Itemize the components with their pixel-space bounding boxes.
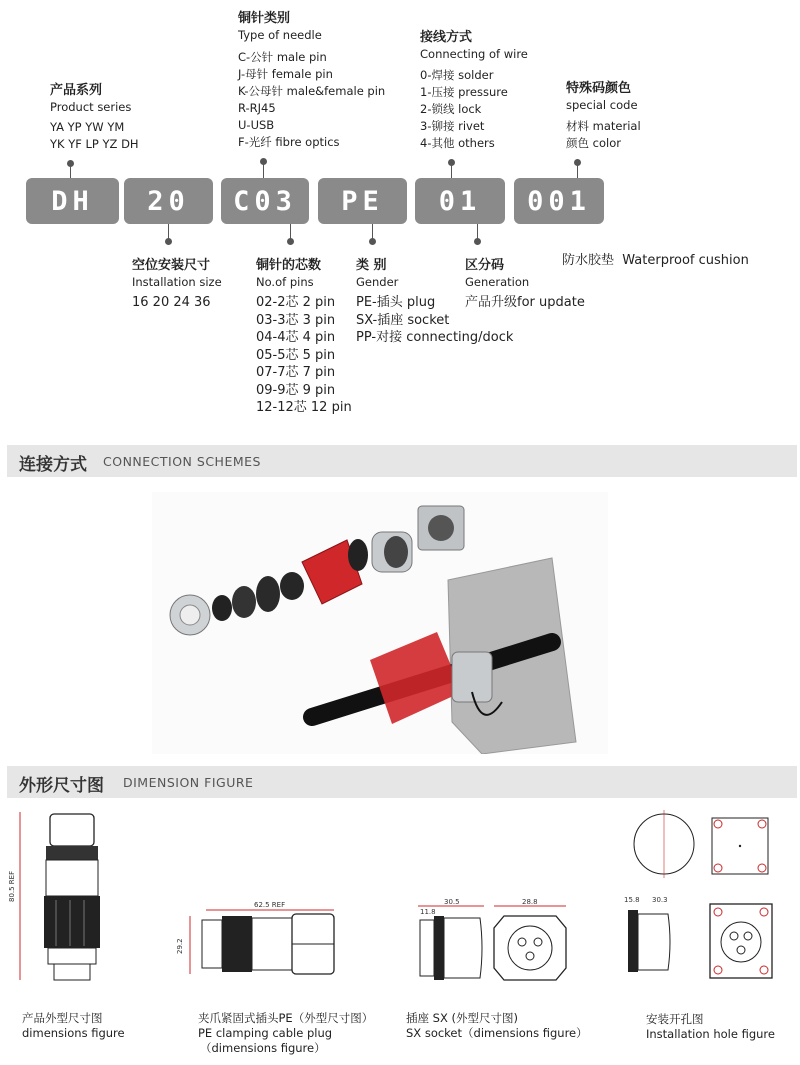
product-dim-v: 80.5 REF bbox=[8, 870, 16, 902]
connection-title-en: CONNECTION SCHEMES bbox=[103, 454, 261, 469]
needle-line: C-公针 male pin bbox=[238, 50, 327, 64]
product-caption-cn: 产品外型尺寸图 bbox=[22, 1011, 103, 1025]
wire-line: 0-焊接 solder bbox=[420, 68, 494, 82]
cushion-label: 防水胶垫 Waterproof cushion bbox=[562, 253, 749, 268]
needle-line: R-RJ45 bbox=[238, 101, 276, 115]
code-box-series: DH bbox=[26, 178, 119, 224]
connection-section-bar bbox=[7, 445, 797, 477]
pins-line: 02-2芯 2 pin bbox=[256, 295, 336, 310]
connector-dot bbox=[287, 238, 294, 245]
pins-line: 12-12芯 12 pin bbox=[256, 400, 352, 415]
product-series-block bbox=[50, 82, 139, 153]
gender-line: SX-插座 socket bbox=[356, 312, 450, 328]
plug-caption-en: PE clamping cable plug bbox=[198, 1026, 333, 1040]
wire-title-en: Connecting of wire bbox=[420, 47, 528, 61]
gender-line: PP-对接 connecting/dock bbox=[356, 330, 514, 345]
gender-title-cn: 类 别 bbox=[356, 258, 387, 273]
connector-line bbox=[263, 161, 264, 178]
wire-line: 4-其他 others bbox=[420, 136, 495, 150]
product-series-line: YA YP YW YM bbox=[50, 120, 125, 134]
pins-block bbox=[256, 257, 352, 417]
generation-line: 产品升级for update bbox=[465, 295, 585, 310]
hole-dimension-drawing bbox=[620, 806, 790, 986]
needle-line: J-母针 female pin bbox=[238, 67, 333, 81]
plug-caption-en2: （dimensions figure） bbox=[200, 1041, 326, 1055]
needle-line: U-USB bbox=[238, 118, 275, 132]
socket-dim-c: 28.8 bbox=[522, 898, 538, 906]
pins-line: 03-3芯 3 pin bbox=[256, 312, 336, 328]
install-block bbox=[132, 257, 222, 312]
special-title-cn: 特殊码颜色 bbox=[566, 81, 632, 96]
special-title-en: special code bbox=[566, 98, 638, 112]
generation-title-cn: 区分码 bbox=[465, 258, 505, 273]
socket-dimension-drawing bbox=[408, 896, 578, 986]
gender-line: PE-插头 plug bbox=[356, 295, 436, 310]
wire-line: 1-压接 pressure bbox=[420, 85, 508, 99]
socket-caption-en: SX socket（dimensions figure） bbox=[406, 1026, 588, 1040]
hole-caption-en: Installation hole figure bbox=[646, 1027, 775, 1041]
connector-dot bbox=[474, 238, 481, 245]
special-line: 颜色 color bbox=[566, 136, 621, 150]
plug-dim-w: 62.5 REF bbox=[254, 901, 286, 909]
socket-dim-b: 11.8 bbox=[420, 908, 436, 916]
hole-dim-a: 30.3 bbox=[652, 896, 668, 904]
install-line: 16 20 24 36 bbox=[132, 295, 211, 310]
needle-title-en: Type of needle bbox=[238, 28, 322, 42]
socket-caption-cn: 插座 SX (外型尺寸图) bbox=[406, 1011, 518, 1025]
hole-dim-b: 15.8 bbox=[624, 896, 640, 904]
plug-dim-h: 29.2 bbox=[176, 938, 184, 954]
connector-line bbox=[451, 162, 452, 178]
plug-caption bbox=[198, 1011, 373, 1056]
pins-line: 07-7芯 7 pin bbox=[256, 365, 336, 380]
pins-line: 05-5芯 5 pin bbox=[256, 347, 336, 363]
connector-dot bbox=[369, 238, 376, 245]
needle-block bbox=[238, 10, 385, 151]
wire-title-cn: 接线方式 bbox=[420, 30, 473, 45]
plug-dimension-drawing bbox=[172, 896, 352, 986]
hole-caption-cn: 安装开孔图 bbox=[646, 1012, 704, 1026]
needle-line: K-公母针 male&female pin bbox=[238, 84, 386, 98]
product-caption-en: dimensions figure bbox=[22, 1026, 125, 1040]
pins-line: 09-9芯 9 pin bbox=[256, 382, 336, 398]
hole-caption bbox=[646, 1012, 775, 1042]
wire-block bbox=[420, 29, 528, 152]
product-series-title-cn: 产品系列 bbox=[50, 83, 103, 98]
connector-line bbox=[577, 162, 578, 178]
product-series-title-en: Product series bbox=[50, 100, 132, 114]
product-series-line: YK YF LP YZ DH bbox=[50, 137, 139, 151]
connector-dot bbox=[165, 238, 172, 245]
install-title-cn: 空位安装尺寸 bbox=[132, 258, 211, 273]
code-box-generation: 01 bbox=[415, 178, 505, 224]
special-line: 材料 material bbox=[566, 119, 641, 133]
plug-caption-cn: 夹爪紧固式插头PE（外型尺寸图） bbox=[198, 1011, 374, 1025]
pins-title-cn: 铜针的芯数 bbox=[256, 258, 322, 273]
pins-title-en: No.of pins bbox=[256, 275, 314, 289]
dimension-title-en: DIMENSION FIGURE bbox=[123, 775, 254, 790]
product-caption bbox=[22, 1011, 125, 1041]
pins-line: 04-4芯 4 pin bbox=[256, 330, 336, 345]
dimension-section-bar bbox=[7, 766, 797, 798]
generation-title-en: Generation bbox=[465, 275, 530, 289]
wire-line: 3-铆接 rivet bbox=[420, 119, 485, 133]
needle-line: F-光纤 fibre optics bbox=[238, 135, 340, 149]
connector-line bbox=[70, 163, 71, 178]
special-block bbox=[566, 80, 641, 152]
socket-dim-a: 30.5 bbox=[444, 898, 460, 906]
socket-caption bbox=[406, 1011, 588, 1041]
code-box-gender: PE bbox=[318, 178, 407, 224]
connection-scheme-image bbox=[152, 492, 608, 754]
gender-title-en: Gender bbox=[356, 275, 399, 289]
install-title-en: Installation size bbox=[132, 275, 222, 289]
needle-title-cn: 铜针类别 bbox=[238, 11, 291, 26]
code-box-pins: C03 bbox=[221, 178, 309, 224]
connection-title-cn: 连接方式 bbox=[19, 455, 87, 475]
wire-line: 2-锁线 lock bbox=[420, 102, 482, 116]
product-dimension-drawing bbox=[8, 808, 108, 988]
dimension-title-cn: 外形尺寸图 bbox=[19, 776, 104, 796]
code-box-size: 20 bbox=[124, 178, 213, 224]
code-box-special: 001 bbox=[514, 178, 604, 224]
